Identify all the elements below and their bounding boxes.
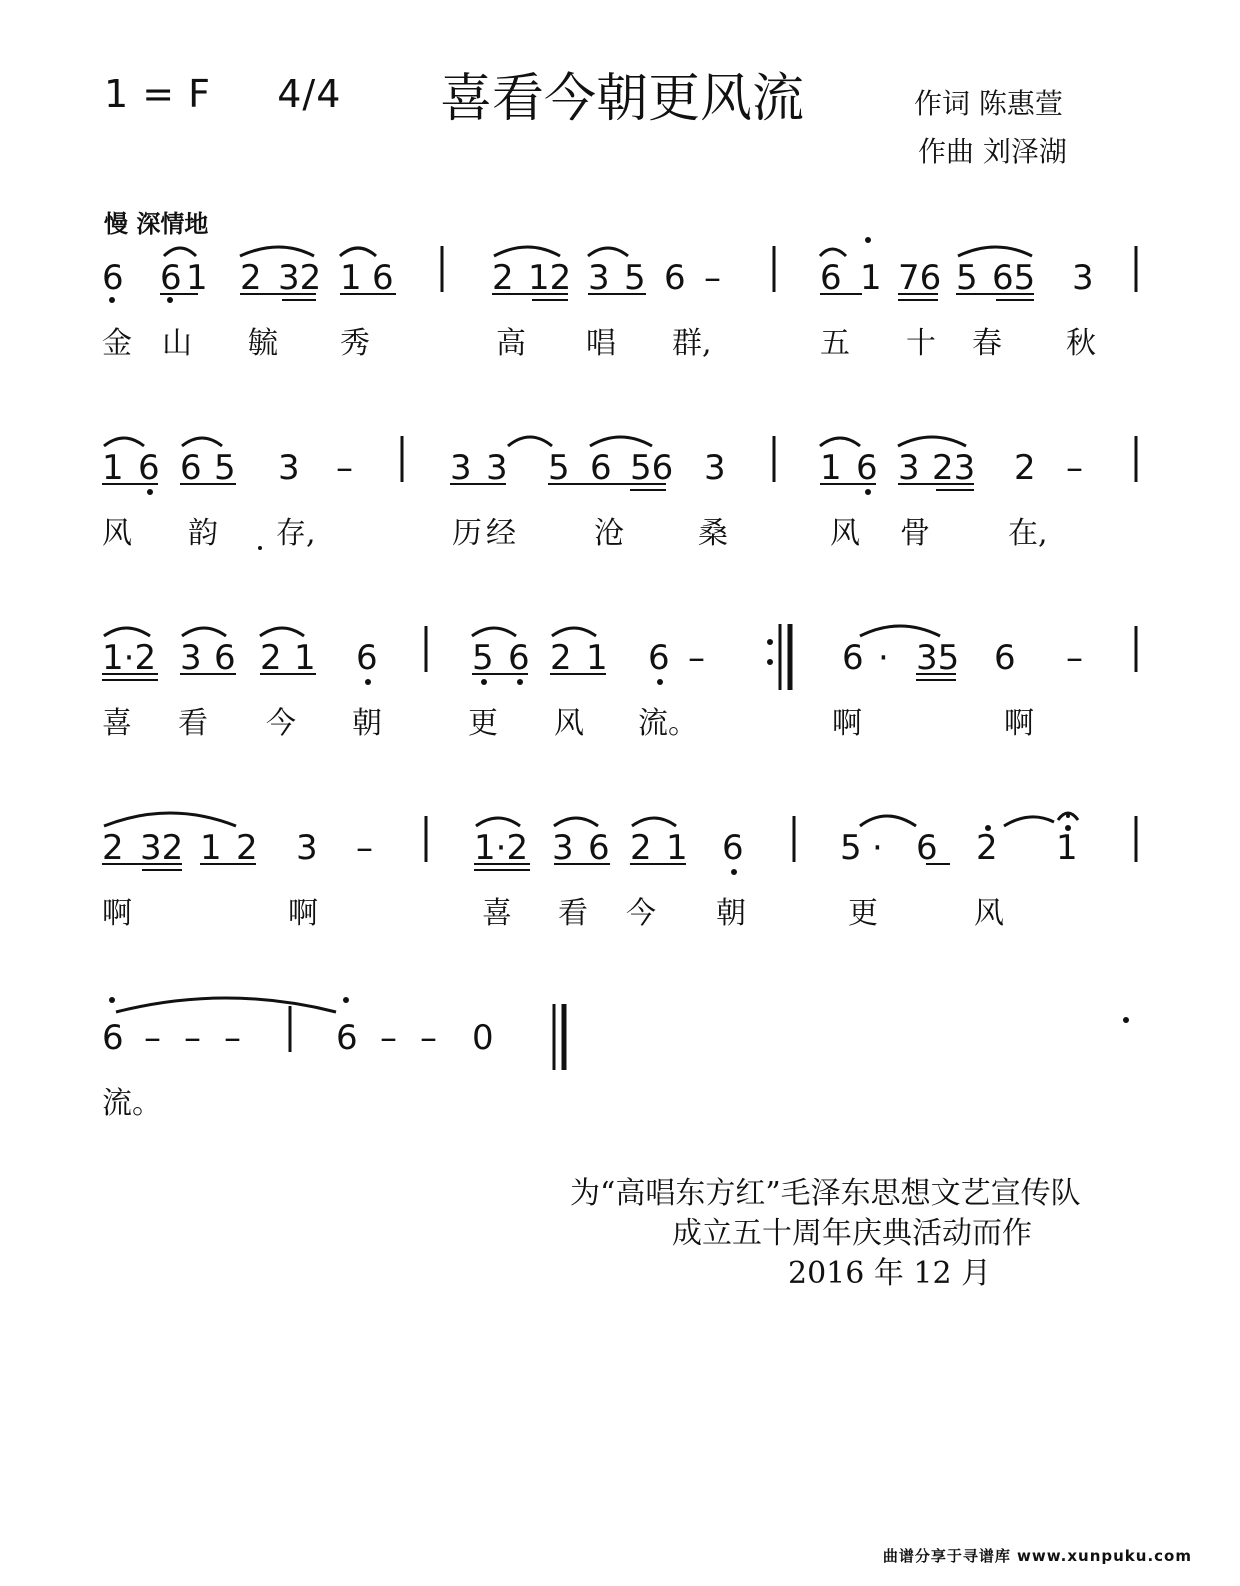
note: 3 [450, 448, 472, 488]
note: 6 [820, 258, 842, 298]
note: 3 [278, 448, 300, 488]
lyric: 高 [496, 326, 526, 361]
dash: – [184, 1018, 201, 1058]
note: 32 [140, 828, 184, 868]
time-signature: 4/4 [277, 72, 342, 116]
note: 1 [102, 448, 124, 488]
note: 0 [472, 1018, 494, 1058]
lyric: 更 [848, 896, 878, 931]
lyric: 五 [820, 326, 850, 361]
note: 2 [260, 638, 282, 678]
note: 5 [214, 448, 236, 488]
note: 2 [630, 828, 652, 868]
note: 76 [898, 258, 942, 298]
note: 2 [102, 828, 124, 868]
note: 6 [648, 638, 670, 678]
lyric: 唱 [586, 326, 616, 361]
note: 3 [296, 828, 318, 868]
tempo-marking: 慢 深情地 [104, 210, 209, 238]
note: 3 [180, 638, 202, 678]
dot: · [872, 828, 883, 868]
note: 6 [356, 638, 378, 678]
dash: – [336, 448, 353, 488]
note: 3 [588, 258, 610, 298]
note: 1 [200, 828, 222, 868]
note: 1 [666, 828, 688, 868]
lyric: 啊 [832, 706, 862, 741]
lyricist-name: 陈惠萱 [978, 87, 1063, 120]
note: 6 [336, 1018, 358, 1058]
composer-label: 作曲 [918, 135, 975, 168]
lyric: 今 [626, 896, 656, 931]
note: 56 [630, 448, 674, 488]
note: 23 [932, 448, 976, 488]
lyric: 流。 [638, 706, 698, 741]
note: 6 [856, 448, 878, 488]
lyric: 喜 [102, 706, 132, 741]
note: 6 [214, 638, 236, 678]
lyric: 存, [276, 516, 316, 551]
lyric: 风 [974, 896, 1004, 931]
dash: – [688, 638, 705, 678]
note: 1·2 [102, 638, 157, 678]
lyric: 秀 [340, 326, 370, 361]
note: 5 [840, 828, 862, 868]
lyric: 朝 [716, 896, 746, 931]
note: 3 [552, 828, 574, 868]
dash: – [1066, 638, 1083, 678]
lyric: 风 [102, 516, 132, 551]
key-time-signature [104, 72, 341, 116]
note: 6 [160, 258, 182, 298]
dedication-date: 2016 年 12 月 [788, 1256, 992, 1291]
note: 6 [102, 258, 124, 298]
dash: – [356, 828, 373, 868]
note: 32 [278, 258, 322, 298]
lyric: 历 [452, 516, 482, 551]
lyric: 风 [554, 706, 584, 741]
note: 6 [372, 258, 394, 298]
dedication-line-2: 成立五十周年庆典活动而作 [672, 1216, 1032, 1251]
lyric: 看 [178, 706, 208, 741]
score-line-2 [100, 426, 1160, 576]
score-line-3 [100, 616, 1160, 766]
lyric: 金 [102, 326, 132, 361]
lyric: 喜 [482, 896, 512, 931]
note: 35 [916, 638, 960, 678]
dash: – [420, 1018, 437, 1058]
lyric: 看 [558, 896, 588, 931]
dash: – [144, 1018, 161, 1058]
note: 1 [586, 638, 608, 678]
note: 3 [898, 448, 920, 488]
lyric: 更 [468, 706, 498, 741]
dash: – [1066, 448, 1083, 488]
note: 6 [994, 638, 1016, 678]
lyric: 在, [1008, 516, 1048, 551]
score-line-5 [100, 996, 1160, 1146]
note: 1 [860, 258, 882, 298]
note: 6 [102, 1018, 124, 1058]
dot: · [878, 638, 889, 678]
lyricist-label: 作词 [914, 87, 971, 120]
dedication-line-1: 为“高唱东方红”毛泽东思想文艺宣传队 [570, 1176, 1081, 1211]
note: 6 [180, 448, 202, 488]
lyricist-credit [914, 82, 1063, 122]
note: 1 [1056, 828, 1078, 868]
note: 6 [138, 448, 160, 488]
note: 1·2 [474, 828, 529, 868]
lyric: 啊 [288, 896, 318, 931]
lyric: 朝 [352, 706, 382, 741]
lyric: 风 [830, 516, 860, 551]
lyric: 十 [906, 326, 936, 361]
lyric: 今 [266, 706, 296, 741]
lyric: 山 [162, 326, 192, 361]
note: 65 [992, 258, 1036, 298]
note: 6 [590, 448, 612, 488]
lyric: 啊 [102, 896, 132, 931]
lyric: 群, [672, 326, 712, 361]
lyric: 毓 [248, 326, 278, 361]
dash: – [704, 258, 721, 298]
note: 2 [976, 828, 998, 868]
note: 1 [340, 258, 362, 298]
composer-name: 刘泽湖 [982, 135, 1067, 168]
note: 5 [624, 258, 646, 298]
key-signature: 1 = F [104, 72, 212, 116]
composer-credit [918, 130, 1067, 170]
lyric: 经 [486, 516, 516, 551]
lyric: 沧 [594, 516, 624, 551]
score-line-1 [100, 236, 1160, 386]
note: 2 [550, 638, 572, 678]
lyric: 韵 [188, 516, 218, 551]
lyric: 春 [972, 326, 1002, 361]
note: 6 [842, 638, 864, 678]
site-watermark: 曲谱分享于寻谱库 www.xunpuku.com [882, 1547, 1192, 1565]
note: 12 [528, 258, 572, 298]
note: 2 [236, 828, 258, 868]
slurs-line-5 [100, 996, 1160, 1146]
note: 1 [820, 448, 842, 488]
note: 5 [548, 448, 570, 488]
note: 6 [588, 828, 610, 868]
note: 2 [1014, 448, 1036, 488]
score-line-4 [100, 806, 1160, 956]
lyric: 骨 [900, 516, 930, 551]
note: 2 [240, 258, 262, 298]
note: 3 [486, 448, 508, 488]
note: 5 [956, 258, 978, 298]
note: 6 [508, 638, 530, 678]
dash: – [380, 1018, 397, 1058]
note: 1 [186, 258, 208, 298]
note: 5 [472, 638, 494, 678]
note: 2 [492, 258, 514, 298]
lyric: 桑 [698, 516, 728, 551]
note: 6 [664, 258, 686, 298]
note: 6 [916, 828, 938, 868]
note: 3 [704, 448, 726, 488]
lyric: 秋 [1066, 326, 1096, 361]
lyric: 啊 [1004, 706, 1034, 741]
note: 3 [1072, 258, 1094, 298]
note: 1 [294, 638, 316, 678]
song-title: 喜看今朝更风流 [440, 69, 805, 129]
dash: – [224, 1018, 241, 1058]
lyric: 流。 [102, 1086, 162, 1121]
note: 6 [722, 828, 744, 868]
